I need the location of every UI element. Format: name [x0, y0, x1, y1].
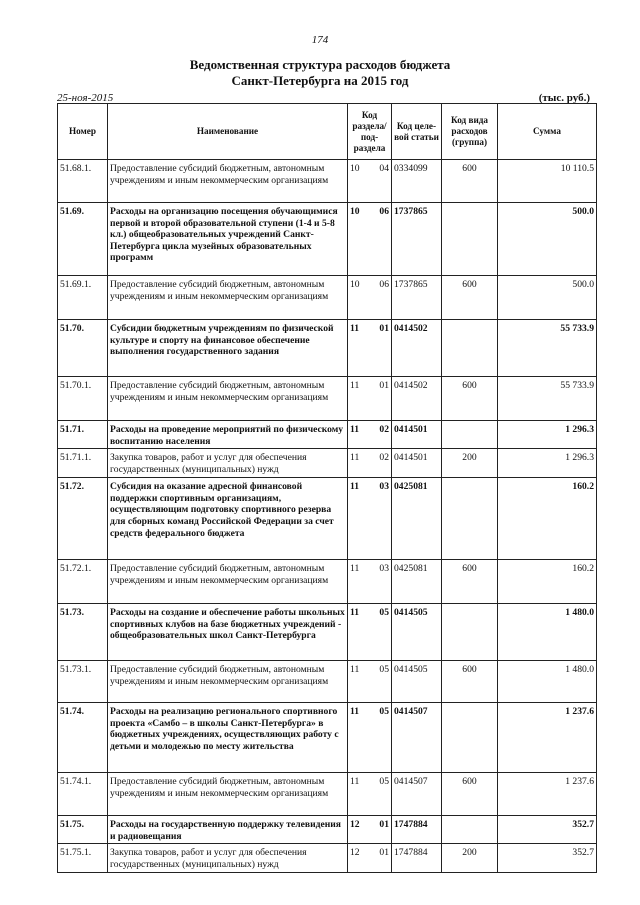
- row-article-code: 0414507: [392, 773, 442, 816]
- section-code-pair: [350, 481, 389, 493]
- row-sum: 10 110.5: [498, 160, 597, 203]
- row-name: Расходы на государственную поддержку телевидения и радиовещания: [108, 816, 348, 844]
- row-sum: 1 296.3: [498, 421, 597, 449]
- section-code-pair: [350, 424, 389, 436]
- row-name: Расходы на проведение мероприятий по физическому воспитанию населения: [108, 421, 348, 449]
- section-code: 11: [350, 706, 360, 718]
- row-name: Расходы на создание и обеспечение работы школьных спортивных клубов на базе бюджетных учреждений - общеобразовательных школ Санкт-Петербурга: [108, 604, 348, 661]
- table-body: [58, 160, 597, 873]
- subsection-code: 01: [379, 847, 389, 859]
- section-code: 11: [350, 776, 360, 788]
- subsection-code: 03: [379, 563, 389, 575]
- row-number: 51.70.1.: [58, 377, 108, 421]
- row-name: Предоставление субсидий бюджетным, автономным учреждениям и иным некоммерческим организациям: [108, 160, 348, 203]
- section-code-pair: [350, 206, 389, 218]
- row-section-code: [348, 773, 392, 816]
- row-name: Субсидии бюджетным учреждениям по физической культуре и спорту на финансовое обеспечение выполнения государственного задания: [108, 320, 348, 377]
- section-code: 11: [350, 563, 360, 575]
- row-sum: 1 480.0: [498, 661, 597, 703]
- table-row: [58, 661, 597, 703]
- row-name: Расходы на реализацию регионального спортивного проекта «Самбо – в школы Санкт-Петербурга» в бюджетных учреждениях, осуществляющих работу с детьми и молодежью по месту жительства: [108, 703, 348, 773]
- table-row: [58, 421, 597, 449]
- section-code-pair: [350, 452, 389, 464]
- row-sum: 352.7: [498, 816, 597, 844]
- section-code: 11: [350, 323, 360, 334]
- row-sum: 500.0: [498, 276, 597, 320]
- row-number: 51.69.: [58, 203, 108, 276]
- section-code: 12: [350, 819, 360, 831]
- row-article-code: 0414502: [392, 320, 442, 377]
- row-name: Субсидия на оказание адресной финансовой поддержки спортивным организациям, осуществляющим подготовку спортивного резерва для сборных команд Российской Федерации за счет средств федерального бюджета: [108, 478, 348, 560]
- table-row: [58, 320, 597, 377]
- table-row: [58, 560, 597, 604]
- row-article-code: 0414507: [392, 703, 442, 773]
- section-code-pair: [350, 279, 389, 291]
- section-code-pair: [350, 563, 389, 575]
- row-article-code: 0425081: [392, 478, 442, 560]
- budget-table: [57, 103, 597, 873]
- row-number: 51.72.1.: [58, 560, 108, 604]
- section-code: 11: [350, 380, 360, 391]
- section-code: 11: [350, 452, 360, 464]
- row-sum: 160.2: [498, 560, 597, 604]
- row-article-code: 1747884: [392, 816, 442, 844]
- table-row: [58, 604, 597, 661]
- subsection-code: 01: [379, 819, 389, 831]
- row-name: Предоставление субсидий бюджетным, автономным учреждениям и иным некоммерческим организациям: [108, 560, 348, 604]
- subsection-code: 02: [379, 452, 389, 464]
- row-sum: 500.0: [498, 203, 597, 276]
- document-title: [0, 57, 640, 89]
- title-line-2: Санкт-Петербурга на 2015 год: [231, 73, 409, 88]
- row-number: 51.68.1.: [58, 160, 108, 203]
- row-section-code: [348, 703, 392, 773]
- section-code-pair: [350, 819, 389, 831]
- row-group-code: [442, 320, 498, 377]
- row-sum: 1 480.0: [498, 604, 597, 661]
- header-group: Код вида расходов (группа): [442, 104, 498, 160]
- row-section-code: [348, 160, 392, 203]
- section-code-pair: [350, 664, 389, 676]
- row-number: 51.71.1.: [58, 449, 108, 478]
- subsection-code: 01: [379, 380, 389, 391]
- row-group-code: [442, 421, 498, 449]
- subsection-code: 04: [379, 163, 389, 174]
- row-name: Закупка товаров, работ и услуг для обеспечения государственных (муниципальных) нужд: [108, 844, 348, 873]
- header-number: Номер: [58, 104, 108, 160]
- section-code-pair: [350, 607, 389, 619]
- section-code-pair: [350, 706, 389, 718]
- subsection-code: 05: [379, 664, 389, 676]
- row-section-code: [348, 276, 392, 320]
- row-name: Предоставление субсидий бюджетным, автономным учреждениям и иным некоммерческим организациям: [108, 276, 348, 320]
- subsection-code: 05: [379, 706, 389, 718]
- row-number: 51.73.1.: [58, 661, 108, 703]
- row-group-code: 600: [442, 661, 498, 703]
- row-name: Предоставление субсидий бюджетным, автономным учреждениям и иным некоммерческим организациям: [108, 661, 348, 703]
- table-row: [58, 478, 597, 560]
- row-article-code: 1747884: [392, 844, 442, 873]
- row-section-code: [348, 604, 392, 661]
- row-name: Закупка товаров, работ и услуг для обеспечения государственных (муниципальных) нужд: [108, 449, 348, 478]
- row-sum: 55 733.9: [498, 320, 597, 377]
- row-article-code: 1737865: [392, 203, 442, 276]
- title-line-1: Ведомственная структура расходов бюджета: [189, 57, 451, 72]
- subsection-code: 06: [379, 279, 389, 290]
- row-name: Предоставление субсидий бюджетным, автономным учреждениям и иным некоммерческим организациям: [108, 773, 348, 816]
- row-name: Расходы на организацию посещения обучающимися первой и второй образовательной ступени (1-4 и 5-8 кл.) общеобразовательных учреждений Санкт-Петербурга цикла музейных образовательных программ: [108, 203, 348, 276]
- table-header-row: [58, 104, 597, 160]
- table-row: [58, 203, 597, 276]
- section-code-pair: [350, 163, 389, 175]
- row-article-code: 0414501: [392, 449, 442, 478]
- subsection-code: 03: [379, 481, 389, 493]
- row-section-code: [348, 449, 392, 478]
- row-name: Предоставление субсидий бюджетным, автономным учреждениям и иным некоммерческим организациям: [108, 377, 348, 421]
- row-article-code: 0414505: [392, 604, 442, 661]
- row-section-code: [348, 421, 392, 449]
- table-row: [58, 160, 597, 203]
- row-number: 51.71.: [58, 421, 108, 449]
- row-article-code: 0334099: [392, 160, 442, 203]
- row-section-code: [348, 478, 392, 560]
- row-section-code: [348, 560, 392, 604]
- subsection-code: 02: [379, 424, 389, 435]
- row-article-code: 0414501: [392, 421, 442, 449]
- subsection-code: 05: [379, 607, 389, 619]
- section-code: 11: [350, 424, 360, 435]
- row-sum: 1 237.6: [498, 773, 597, 816]
- section-code: 11: [350, 607, 360, 619]
- document-date: 25-ноя-2015: [57, 92, 114, 104]
- table-row: [58, 816, 597, 844]
- section-code-pair: [350, 323, 389, 335]
- row-group-code: 600: [442, 560, 498, 604]
- row-number: 51.69.1.: [58, 276, 108, 320]
- row-section-code: [348, 203, 392, 276]
- row-group-code: [442, 478, 498, 560]
- row-group-code: [442, 604, 498, 661]
- section-code: 10: [350, 206, 360, 217]
- section-code: 11: [350, 664, 360, 676]
- section-code-pair: [350, 776, 389, 788]
- subsection-code: 01: [379, 323, 389, 334]
- row-number: 51.73.: [58, 604, 108, 661]
- row-sum: 352.7: [498, 844, 597, 873]
- header-article: Код целе-вой статьи: [392, 104, 442, 160]
- row-group-code: 600: [442, 773, 498, 816]
- table-row: [58, 449, 597, 478]
- table-row: [58, 276, 597, 320]
- subsection-code: 05: [379, 776, 389, 788]
- header-section: Код раздела/ под-раздела: [348, 104, 392, 160]
- row-group-code: [442, 703, 498, 773]
- row-article-code: 1737865: [392, 276, 442, 320]
- table-row: [58, 773, 597, 816]
- section-code: 12: [350, 847, 360, 859]
- page-number: 174: [311, 34, 329, 46]
- header-name: Наименование: [108, 104, 348, 160]
- row-section-code: [348, 844, 392, 873]
- row-group-code: 200: [442, 844, 498, 873]
- row-group-code: 600: [442, 160, 498, 203]
- row-article-code: 0414505: [392, 661, 442, 703]
- row-group-code: 600: [442, 377, 498, 421]
- row-group-code: [442, 816, 498, 844]
- section-code: 10: [350, 279, 360, 290]
- row-sum: 160.2: [498, 478, 597, 560]
- header-sum: Сумма: [498, 104, 597, 160]
- row-sum: 1 296.3: [498, 449, 597, 478]
- row-sum: 1 237.6: [498, 703, 597, 773]
- table-row: [58, 703, 597, 773]
- units-label: (тыс. руб.): [538, 92, 590, 104]
- section-code-pair: [350, 380, 389, 392]
- row-sum: 55 733.9: [498, 377, 597, 421]
- row-group-code: 600: [442, 276, 498, 320]
- row-number: 51.72.: [58, 478, 108, 560]
- row-group-code: 200: [442, 449, 498, 478]
- row-section-code: [348, 661, 392, 703]
- row-article-code: 0414502: [392, 377, 442, 421]
- subsection-code: 06: [379, 206, 389, 217]
- table-row: [58, 844, 597, 873]
- row-number: 51.74.: [58, 703, 108, 773]
- row-article-code: 0425081: [392, 560, 442, 604]
- section-code: 10: [350, 163, 360, 174]
- section-code-pair: [350, 847, 389, 859]
- row-number: 51.75.: [58, 816, 108, 844]
- row-number: 51.74.1.: [58, 773, 108, 816]
- row-number: 51.75.1.: [58, 844, 108, 873]
- row-section-code: [348, 377, 392, 421]
- row-section-code: [348, 816, 392, 844]
- row-section-code: [348, 320, 392, 377]
- row-number: 51.70.: [58, 320, 108, 377]
- row-group-code: [442, 203, 498, 276]
- table-row: [58, 377, 597, 421]
- section-code: 11: [350, 481, 360, 493]
